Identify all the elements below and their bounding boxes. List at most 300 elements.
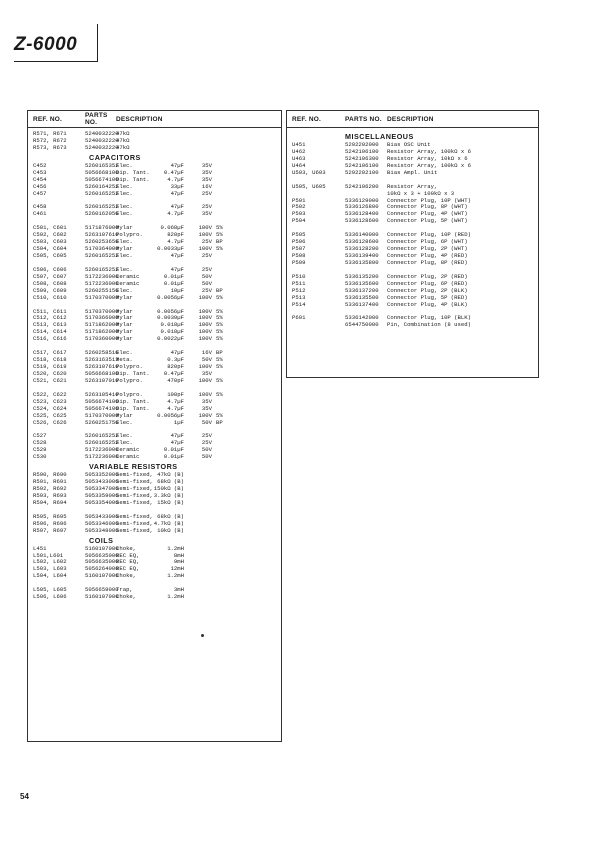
cell-part: 5170370000 — [85, 411, 119, 419]
cell-part: 5056668100 — [85, 369, 119, 377]
cell-desc: Connector Plug, 10P (RED) — [387, 231, 471, 239]
table-row — [287, 170, 538, 177]
cell-val: 0.01µF — [163, 272, 184, 280]
cell-part: 5056674100 — [85, 404, 119, 412]
cell-ref: P502 — [292, 203, 306, 211]
cell-ref: C501, C601 — [33, 224, 67, 232]
cell-part: 5336128400 — [345, 210, 379, 218]
cell-volt: 35V — [201, 161, 212, 169]
table-row — [28, 500, 281, 507]
cell-val: 68kΩ (B) — [157, 478, 184, 486]
cell-ref: C530 — [33, 453, 47, 461]
cell-val: 4.7µF — [167, 210, 184, 218]
cell-part: 5260165252 — [85, 439, 119, 447]
cell-desc: Connector Plug, 10P (WHT) — [387, 196, 471, 204]
cell-part: 5260258510 — [85, 349, 119, 357]
cell-val: 0.01µF — [163, 446, 184, 454]
table-row — [28, 295, 281, 302]
cell-ref: L505, L605 — [33, 586, 67, 594]
cell-part: 5171862000 — [85, 328, 119, 336]
cell-desc: Connector Plug, 4P (BLK) — [387, 300, 468, 308]
cell-ref: P503 — [292, 210, 306, 218]
cell-desc: Mylar — [116, 321, 133, 329]
cell-ref: C457 — [33, 189, 47, 197]
cell-volt: 50V — [201, 446, 212, 454]
cell-part: 5242106100 — [345, 161, 379, 169]
cell-volt: 100V — [198, 245, 212, 253]
cell-volt: 50V — [201, 356, 212, 364]
cell-desc: Elec. — [116, 161, 133, 169]
cell-tol: 5% — [216, 224, 223, 232]
cell-part: 5260253650 — [85, 238, 119, 246]
cell-ref: C520, C620 — [33, 369, 67, 377]
cell-desc: Mylar — [116, 314, 133, 322]
cell-desc: Choke, — [116, 572, 137, 580]
cell-val: 0.0056µF — [157, 307, 184, 315]
cell-volt: 25V — [201, 432, 212, 440]
table-row — [287, 322, 538, 329]
cell-ref: C519, C619 — [33, 363, 67, 370]
cell-tol: BP — [216, 349, 223, 357]
cell-tol: 5% — [216, 356, 223, 364]
cell-part: 5160107000 — [85, 593, 119, 601]
cell-ref: R593, R693 — [33, 491, 67, 499]
table-row — [28, 447, 281, 454]
cell-ref: C522, C622 — [33, 390, 67, 398]
cell-volt: 16V — [201, 182, 212, 190]
cell-part: 5053348000 — [85, 526, 119, 534]
table-row — [28, 594, 281, 601]
cell-val: 8mH — [173, 551, 184, 559]
cell-ref: P512 — [292, 286, 306, 294]
cell-part: 5263163513 — [85, 356, 119, 364]
cell-ref: C517, C617 — [33, 349, 67, 357]
cell-ref: P601 — [292, 314, 306, 322]
cell-part: 5336126800 — [345, 203, 379, 211]
cell-val: 470pF — [167, 376, 184, 384]
cell-tol: 5% — [216, 390, 223, 398]
header-part: PARTS NO. — [345, 115, 382, 123]
cell-volt: 35V — [201, 168, 212, 176]
cell-ref: C452 — [33, 161, 47, 169]
cell-desc: Connector Plug, 5P (WHT) — [387, 217, 468, 225]
cell-ref: P504 — [292, 217, 306, 225]
title-rule-horizontal — [14, 61, 98, 62]
cell-desc: Mylar — [116, 245, 133, 253]
cell-desc: Bias Ampl. Unit — [387, 168, 438, 176]
cell-desc: Elec. — [116, 210, 133, 218]
table-row — [28, 145, 281, 152]
cell-desc: Polypro. — [116, 363, 143, 370]
cell-part: 5260165252 — [85, 203, 119, 211]
cell-volt: 25V — [201, 238, 212, 246]
section-title: CAPACITORS — [89, 152, 141, 162]
cell-volt: 35V — [201, 369, 212, 377]
cell-ref: L503, L603 — [33, 565, 67, 573]
cell-tol: BP — [216, 418, 223, 426]
cell-desc: Pin, Combination (8 used) — [387, 321, 471, 329]
cell-ref: C529 — [33, 446, 47, 454]
cell-ref: R572, R672 — [33, 136, 67, 144]
cell-val: 12mH — [170, 565, 184, 573]
cell-part: 5172236000 — [85, 446, 119, 454]
table-header — [287, 111, 538, 128]
cell-part: 5336137400 — [345, 300, 379, 308]
cell-desc: Resistor Array, 10kΩ x 6 — [387, 154, 468, 162]
table-row — [28, 211, 281, 218]
cell-volt: 25V — [201, 203, 212, 211]
table-row — [28, 204, 281, 211]
cell-part: 5056668100 — [85, 168, 119, 176]
cell-ref: C504, C604 — [33, 245, 67, 253]
cell-part: 5336142000 — [345, 314, 379, 322]
cell-val: 3.3kΩ (B) — [153, 491, 184, 499]
cell-part: 5160107000 — [85, 572, 119, 580]
cell-part: 5172236000 — [85, 453, 119, 461]
cell-tol: 5% — [216, 307, 223, 315]
cell-desc: Elec. — [116, 286, 133, 294]
parts-table-right — [286, 110, 539, 378]
cell-val: 0.0056µF — [157, 411, 184, 419]
cell-part: 5336129000 — [345, 196, 379, 204]
cell-val: 100pF — [167, 390, 184, 398]
cell-desc: Trap, — [116, 586, 133, 594]
cell-part: 5336135800 — [345, 258, 379, 266]
cell-val: 820pF — [167, 231, 184, 239]
cell-ref: U505, U605 — [292, 182, 326, 190]
cell-desc: Mylar — [116, 335, 133, 343]
cell-part: 5053359000 — [85, 491, 119, 499]
cell-val: 4.7kΩ (B) — [153, 519, 184, 527]
cell-desc: Semi-fixed, — [116, 478, 153, 486]
cell-part: 5336137200 — [345, 286, 379, 294]
cell-ref: C508, C608 — [33, 279, 67, 287]
cell-desc: Semi-fixed, — [116, 471, 153, 479]
cell-desc: Elec. — [116, 252, 133, 259]
cell-part: 5171862000 — [85, 321, 119, 329]
cell-tol: 5% — [216, 411, 223, 419]
header-desc: DESCRIPTION — [387, 115, 434, 123]
cell-part: 5056674100 — [85, 175, 119, 183]
table-row — [28, 573, 281, 580]
section-title: MISCELLANEOUS — [345, 132, 414, 141]
cell-volt: 100V — [198, 328, 212, 336]
cell-ref: C454 — [33, 175, 47, 183]
cell-tol: BP — [216, 238, 223, 246]
cell-tol: 5% — [216, 293, 223, 301]
table-row — [28, 426, 281, 433]
cell-desc: Elec. — [116, 182, 133, 190]
cell-volt: 100V — [198, 307, 212, 315]
cell-desc: Polypro. — [116, 376, 143, 384]
cell-ref: L506, L606 — [33, 593, 67, 601]
cell-val: 15kΩ (B) — [157, 498, 184, 506]
cell-desc: 47kΩ — [116, 130, 130, 137]
cell-val: 0.47µF — [163, 369, 184, 377]
cell-part: 5170370000 — [85, 293, 119, 301]
cell-volt: 50V — [201, 453, 212, 461]
cell-ref: R591, R691 — [33, 478, 67, 486]
section-title: COILS — [89, 535, 114, 545]
cell-tol: 5% — [216, 335, 223, 343]
cell-val: 47µF — [170, 439, 184, 447]
cell-desc: Connector Plug, 4P (WHT) — [387, 210, 468, 218]
cell-volt: 100V — [198, 231, 212, 239]
cell-ref: C507, C607 — [33, 272, 67, 280]
cell-val: 1.2mH — [167, 593, 184, 601]
cell-ref: C527 — [33, 432, 47, 440]
table-header — [28, 111, 281, 128]
cell-desc: Semi-fixed, — [116, 512, 153, 520]
cell-volt: 35V — [201, 210, 212, 218]
cell-ref: C510, C610 — [33, 293, 67, 301]
cell-ref: C528 — [33, 439, 47, 447]
cell-ref: C511, C611 — [33, 307, 67, 315]
cell-volt: 25V — [201, 265, 212, 273]
cell-part: 5240032220 — [85, 136, 119, 144]
cell-desc: Elec. — [116, 203, 133, 211]
cell-part: 5053347000 — [85, 485, 119, 492]
cell-part: 5263105410 — [85, 390, 119, 398]
page-number: 54 — [20, 792, 29, 801]
cell-part: 5336140000 — [345, 231, 379, 239]
table-row — [28, 440, 281, 447]
cell-part: 5260165352 — [85, 161, 119, 169]
cell-part: 5242106100 — [345, 147, 379, 155]
cell-desc: Elec. — [116, 439, 133, 447]
cell-volt: 100V — [198, 293, 212, 301]
cell-ref: L502, L602 — [33, 558, 67, 566]
cell-desc: Dip. Tant. — [116, 397, 150, 405]
cell-part: 5056674100 — [85, 397, 119, 405]
cell-volt: 100V — [198, 224, 212, 232]
cell-ref: C525, C625 — [33, 411, 67, 419]
cell-part: 5242106200 — [345, 182, 379, 190]
cell-desc: Semi-fixed, — [116, 526, 153, 534]
cell-part: 5053433000 — [85, 512, 119, 520]
cell-val: 47µF — [170, 189, 184, 197]
cell-ref: C524, C624 — [33, 404, 67, 412]
cell-ref: C453 — [33, 168, 47, 176]
cell-desc: 10kΩ x 3 + 100kΩ x 3 — [387, 189, 455, 197]
cell-volt: 100V — [198, 321, 212, 329]
cell-ref: C506, C606 — [33, 265, 67, 273]
cell-ref: L501,L601 — [33, 551, 64, 559]
cell-ref: P513 — [292, 293, 306, 301]
cell-val: 0.0022µF — [157, 335, 184, 343]
cell-ref: R592, R692 — [33, 485, 67, 492]
cell-part: 5170366000 — [85, 314, 119, 322]
cell-desc: Connector Plug, 8P (WHT) — [387, 203, 468, 211]
cell-val: 4.7µF — [167, 175, 184, 183]
cell-tol: 5% — [216, 321, 223, 329]
cell-desc: Choke, — [116, 544, 137, 552]
cell-desc: Connector Plug, 2P (WHT) — [387, 245, 468, 253]
table-row — [28, 420, 281, 427]
right-table-body — [287, 128, 538, 329]
cell-desc: Resistor Array, 100kΩ x 6 — [387, 147, 471, 155]
cell-ref: C512, C612 — [33, 314, 67, 322]
table-row — [28, 378, 281, 385]
cell-desc: Mylar — [116, 328, 133, 336]
cell-val: 10µF — [170, 286, 184, 294]
cell-desc: Connector Plug, 10P (BLK) — [387, 314, 471, 322]
cell-ref: C523, C623 — [33, 397, 67, 405]
cell-volt: 16V — [201, 349, 212, 357]
cell-volt: 100V — [198, 376, 212, 384]
cell-desc: Elec. — [116, 418, 133, 426]
cell-desc: REC EQ, — [116, 565, 140, 573]
cell-ref: U503, U603 — [292, 168, 326, 176]
cell-volt: 50V — [201, 418, 212, 426]
cell-volt: 25V — [201, 189, 212, 197]
cell-ref: C502, C602 — [33, 231, 67, 239]
cell-part: 5260251750 — [85, 418, 119, 426]
cell-ref: C456 — [33, 182, 47, 190]
cell-desc: REC EQ, — [116, 551, 140, 559]
cell-part: 5292202000 — [345, 141, 379, 148]
cell-val: 47µF — [170, 265, 184, 273]
cell-volt: 100V — [198, 390, 212, 398]
cell-val: 0.01µF — [163, 453, 184, 461]
cell-ref: P505 — [292, 231, 306, 239]
cell-part: 5336128600 — [345, 238, 379, 246]
cell-volt: 100V — [198, 335, 212, 343]
cell-ref: C503, C603 — [33, 238, 67, 246]
cell-volt: 100V — [198, 314, 212, 322]
cell-desc: Semi-fixed, — [116, 491, 153, 499]
cell-ref: C521, C621 — [33, 376, 67, 384]
cell-part: 5263107010 — [85, 376, 119, 384]
cell-volt: 25V — [201, 439, 212, 447]
cell-val: 47µF — [170, 349, 184, 357]
table-row — [287, 302, 538, 309]
cell-desc: Mylar — [116, 293, 133, 301]
cell-desc: Connector Plug, 5P (RED) — [387, 293, 468, 301]
cell-tol: 5% — [216, 376, 223, 384]
cell-tol: 5% — [216, 328, 223, 336]
table-row — [28, 454, 281, 461]
cell-val: 820pF — [167, 363, 184, 370]
cell-part: 5336128200 — [345, 245, 379, 253]
cell-part: 5263107610 — [85, 363, 119, 370]
cell-desc: Mylar — [116, 411, 133, 419]
cell-part: 5240032220 — [85, 130, 119, 137]
cell-desc: Elec. — [116, 349, 133, 357]
cell-part: 5260165252 — [85, 265, 119, 273]
cell-ref: U463 — [292, 154, 306, 162]
table-row — [28, 191, 281, 198]
cell-ref: C514, C614 — [33, 328, 67, 336]
left-table-body — [28, 128, 281, 601]
model-title: Z-6000 — [14, 34, 78, 55]
cell-part: 5260164252 — [85, 182, 119, 190]
table-row — [28, 198, 281, 205]
cell-part: 5056264000 — [85, 565, 119, 573]
table-row — [28, 184, 281, 191]
cell-part: 5053433000 — [85, 478, 119, 486]
cell-ref: R590, R690 — [33, 471, 67, 479]
cell-val: 0.47µF — [163, 168, 184, 176]
cell-part: 5242106300 — [345, 154, 379, 162]
cell-val: 33µF — [170, 182, 184, 190]
cell-part: 6544750000 — [345, 321, 379, 329]
cell-desc: Ceramic — [116, 446, 140, 454]
cell-part: 5336135200 — [345, 272, 379, 280]
table-row — [28, 177, 281, 184]
cell-ref: L504, L604 — [33, 572, 67, 580]
cell-part: 5292202100 — [345, 168, 379, 176]
cell-val: 0.068µF — [160, 224, 184, 232]
header-ref: REF. NO. — [33, 115, 63, 123]
cell-volt: 100V — [198, 411, 212, 419]
cell-ref: R597, R697 — [33, 526, 67, 534]
cell-ref: P509 — [292, 258, 306, 266]
cell-tol: 5% — [216, 245, 223, 253]
cell-ref: C461 — [33, 210, 47, 218]
cell-val: 0.018µF — [160, 321, 184, 329]
cell-ref: P510 — [292, 272, 306, 280]
cell-ref: R594, R694 — [33, 498, 67, 506]
cell-desc: Connector Plug, 6P (RED) — [387, 279, 468, 287]
cell-volt: 25V — [201, 252, 212, 259]
table-row — [287, 218, 538, 225]
cell-part: 5170360000 — [85, 335, 119, 343]
cell-ref: C509, C609 — [33, 286, 67, 294]
cell-part: 5260165252 — [85, 432, 119, 440]
cell-part: 5336135600 — [345, 279, 379, 287]
cell-val: 1.2mH — [167, 544, 184, 552]
cell-ref: C516, C616 — [33, 335, 67, 343]
cell-desc: 47kΩ — [116, 136, 130, 144]
cell-desc: Meta. — [116, 356, 133, 364]
cell-ref: U462 — [292, 147, 306, 155]
cell-part: 5263107610 — [85, 231, 119, 239]
cell-val: 68kΩ (B) — [157, 512, 184, 520]
cell-desc: Elec. — [116, 265, 133, 273]
cell-desc: Dip. Tant. — [116, 369, 150, 377]
cell-desc: Mylar — [116, 224, 133, 232]
cell-tol: 5% — [216, 231, 223, 239]
cell-desc: Connector Plug, 2P (BLK) — [387, 286, 468, 294]
cell-val: 0.3µF — [167, 356, 184, 364]
cell-desc: 47kΩ — [116, 143, 130, 151]
cell-desc: Elec. — [116, 238, 133, 246]
cell-ref: P507 — [292, 245, 306, 253]
cell-part: 5240032220 — [85, 143, 119, 151]
cell-ref: U451 — [292, 141, 306, 148]
cell-val: 47µF — [170, 252, 184, 259]
cell-desc: Choke, — [116, 593, 137, 601]
cell-part: 5171876000 — [85, 224, 119, 232]
table-row — [28, 336, 281, 343]
cell-tol: BP — [216, 286, 223, 294]
cell-val: 4.7µF — [167, 404, 184, 412]
cell-ref: C518, C618 — [33, 356, 67, 364]
cell-val: 1.2mH — [167, 572, 184, 580]
cell-val: 0.01µF — [163, 279, 184, 287]
cell-val: 0.0056µF — [157, 293, 184, 301]
cell-desc: Semi-fixed, — [116, 519, 153, 527]
cell-val: 4.7µF — [167, 238, 184, 246]
cell-part: 5260165252 — [85, 189, 119, 197]
cell-part: 5170370000 — [85, 307, 119, 315]
cell-val: 3mH — [173, 586, 184, 594]
cell-volt: 35V — [201, 175, 212, 183]
cell-desc: Connector Plug, 2P (RED) — [387, 272, 468, 280]
table-row — [28, 170, 281, 177]
cell-val: 1µF — [173, 418, 184, 426]
